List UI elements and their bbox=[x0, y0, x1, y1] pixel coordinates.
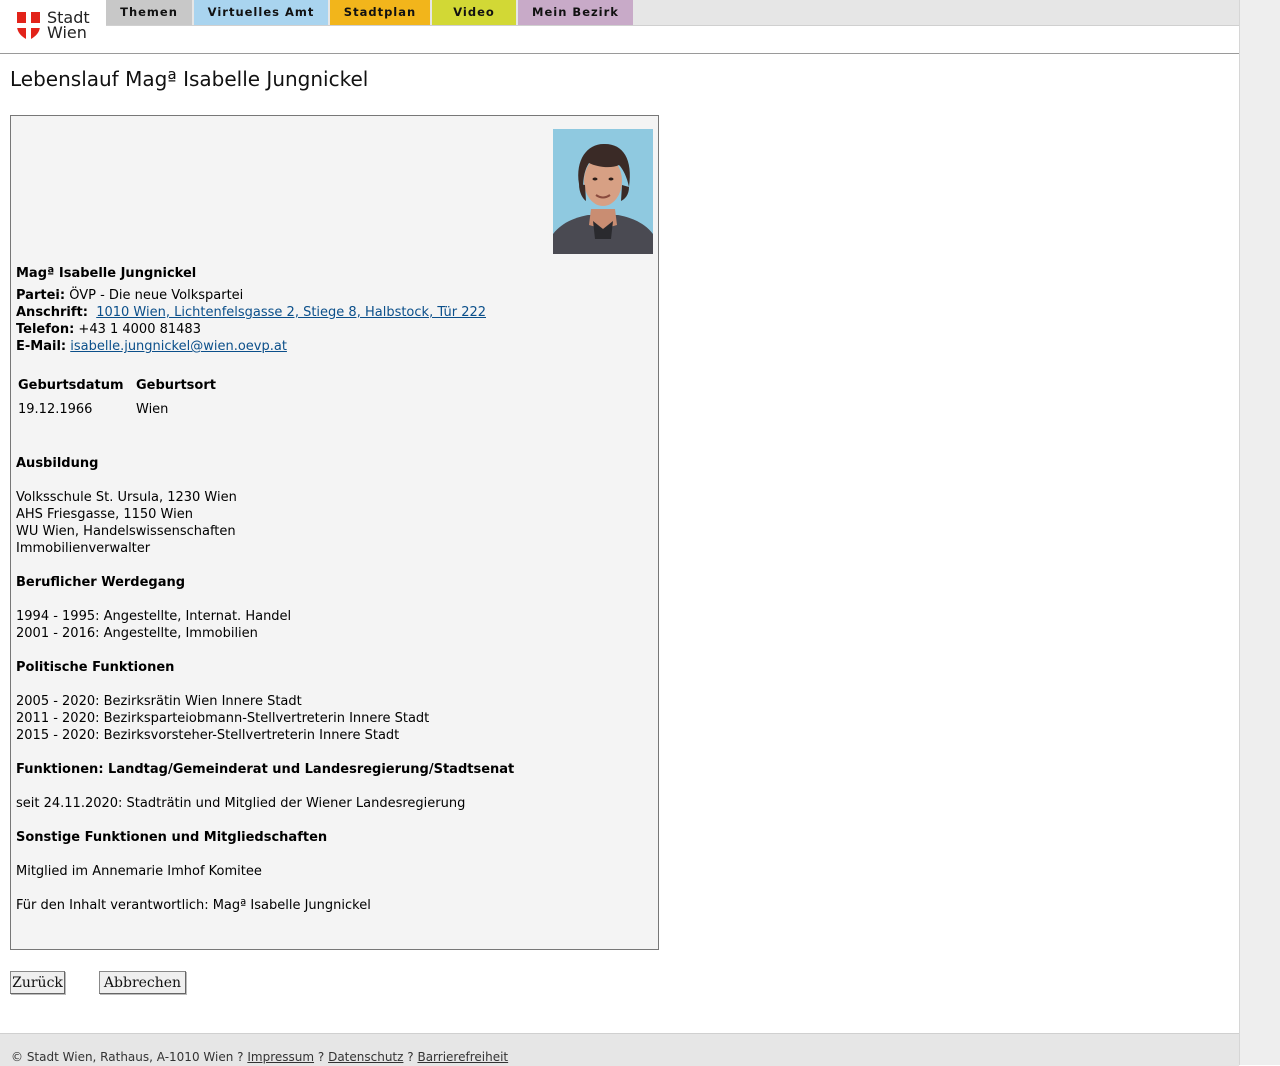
footer-link-barrierefreiheit[interactable]: Barrierefreiheit bbox=[417, 1050, 509, 1064]
tab-virtuelles-amt[interactable]: Virtuelles Amt bbox=[194, 0, 328, 25]
list-item: 1994 - 1995: Angestellte, Internat. Handel bbox=[16, 609, 292, 624]
list-item: 2015 - 2020: Bezirksvorsteher-Stellvertreterin Innere Stadt bbox=[16, 728, 400, 743]
section-heading-sonstige: Sonstige Funktionen und Mitgliedschaften bbox=[16, 830, 328, 845]
anschrift-label: Anschrift: bbox=[16, 305, 88, 320]
logo-text-line2: Wien bbox=[47, 23, 87, 42]
section-heading-ausbildung: Ausbildung bbox=[16, 456, 99, 471]
tab-video[interactable]: Video bbox=[432, 0, 516, 25]
logo-text-line1: Stadt bbox=[47, 8, 90, 27]
cancel-button[interactable]: Abbrechen bbox=[99, 971, 186, 994]
footer-separator: ? bbox=[407, 1050, 414, 1064]
list-item: 2011 - 2020: Bezirksparteiobmann-Stellvertreterin Innere Stadt bbox=[16, 711, 430, 726]
responsible-note: Für den Inhalt verantwortlich: Magª Isabelle Jungnickel bbox=[16, 898, 371, 913]
footer-link-impressum[interactable]: Impressum bbox=[247, 1050, 315, 1064]
list-item: Mitglied im Annemarie Imhof Komitee bbox=[16, 864, 262, 879]
stadt-wien-logo[interactable] bbox=[0, 0, 106, 53]
list-item: WU Wien, Handelswissenschaften bbox=[16, 524, 236, 539]
birth-table-header: Geburtsort bbox=[136, 378, 216, 393]
list-item: 2001 - 2016: Angestellte, Immobilien bbox=[16, 626, 258, 641]
back-button[interactable]: Zurück bbox=[10, 971, 65, 994]
partei-label: Partei: bbox=[16, 288, 66, 303]
birth-table-cell: Wien bbox=[136, 402, 169, 417]
email-label: E-Mail: bbox=[16, 339, 67, 354]
footer-copyright: © Stadt Wien, Rathaus, A-1010 Wien bbox=[11, 1050, 234, 1064]
wien-shield-icon bbox=[17, 12, 40, 40]
tab-mein-bezirk[interactable]: Mein Bezirk bbox=[518, 0, 633, 25]
list-item: AHS Friesgasse, 1150 Wien bbox=[16, 507, 193, 522]
tab-stadtplan[interactable]: Stadtplan bbox=[330, 0, 430, 25]
partei-value: ÖVP - Die neue Volkspartei bbox=[69, 288, 244, 303]
profile-box bbox=[10, 115, 659, 950]
profile-name: Magª Isabelle Jungnickel bbox=[16, 266, 197, 281]
birth-table-header: Geburtsdatum bbox=[18, 378, 124, 393]
tab-themen[interactable]: Themen bbox=[106, 0, 192, 25]
footer-separator: ? bbox=[237, 1050, 244, 1064]
site-footer bbox=[0, 1033, 1239, 1066]
telefon-value: +43 1 4000 81483 bbox=[78, 322, 201, 337]
page-title: Lebenslauf Magª Isabelle Jungnickel bbox=[10, 67, 369, 91]
section-heading-landtag: Funktionen: Landtag/Gemeinderat und Landesregierung/Stadtsenat bbox=[16, 762, 515, 777]
list-item: 2005 - 2020: Bezirksrätin Wien Innere Stadt bbox=[16, 694, 302, 709]
list-item: Immobilienverwalter bbox=[16, 541, 151, 556]
birth-table-cell: 19.12.1966 bbox=[18, 402, 93, 417]
anschrift-link[interactable]: 1010 Wien, Lichtenfelsgasse 2, Stiege 8, Halbstock, Tür 222 bbox=[96, 305, 487, 320]
partei-row bbox=[16, 288, 243, 303]
email-link[interactable]: isabelle.jungnickel@wien.oevp.at bbox=[70, 339, 287, 354]
section-heading-beruf: Beruflicher Werdegang bbox=[16, 575, 186, 590]
telefon-row bbox=[16, 322, 201, 337]
window-gutter bbox=[1240, 0, 1280, 1065]
footer-text bbox=[11, 1050, 508, 1064]
main-navigation bbox=[106, 0, 1239, 26]
profile-photo bbox=[553, 129, 653, 254]
email-row bbox=[16, 339, 287, 354]
section-heading-politik: Politische Funktionen bbox=[16, 660, 175, 675]
list-item: Volksschule St. Ursula, 1230 Wien bbox=[16, 490, 237, 505]
anschrift-row bbox=[16, 305, 486, 320]
list-item: seit 24.11.2020: Stadträtin und Mitglied der Wiener Landesregierung bbox=[16, 796, 466, 811]
footer-link-datenschutz[interactable]: Datenschutz bbox=[328, 1050, 404, 1064]
telefon-label: Telefon: bbox=[16, 322, 75, 337]
footer-separator: ? bbox=[317, 1050, 325, 1064]
site-header bbox=[0, 0, 1239, 54]
